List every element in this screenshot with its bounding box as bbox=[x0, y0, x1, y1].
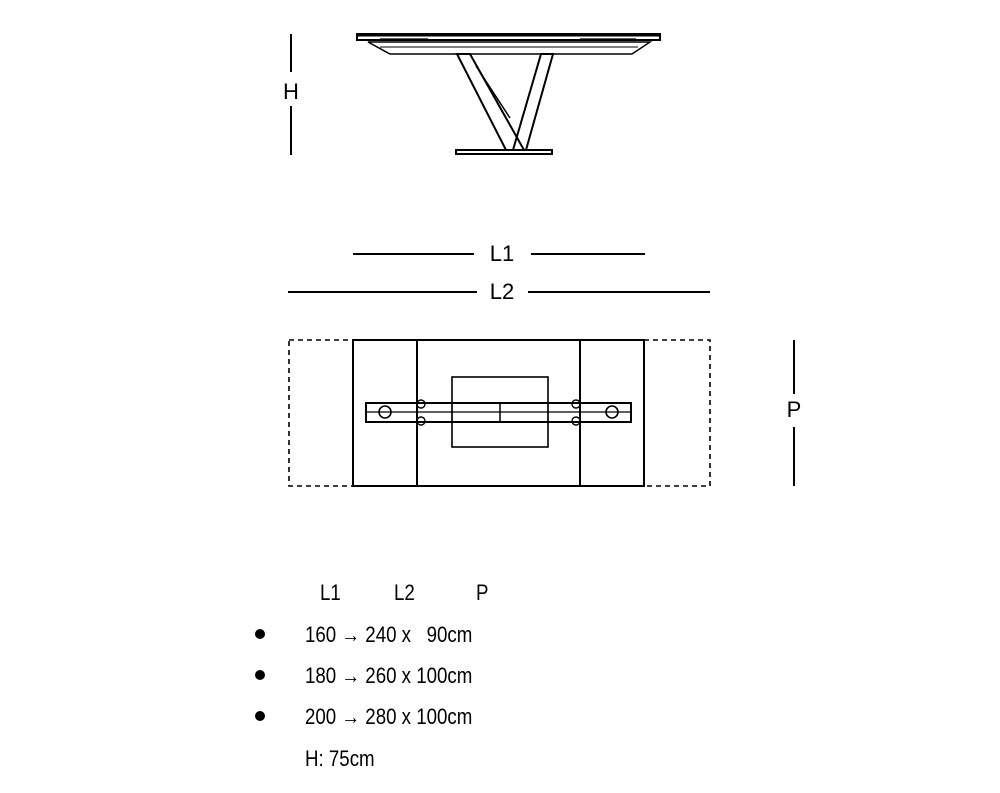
bullet-3 bbox=[255, 711, 265, 721]
bullet-1 bbox=[255, 629, 265, 639]
side-view bbox=[283, 34, 660, 155]
leg-right bbox=[513, 54, 553, 150]
header-l2: L2 bbox=[394, 580, 415, 605]
tabletop-underframe bbox=[368, 42, 650, 54]
spec-row-2: 180 → 260 x 100cm bbox=[305, 663, 473, 688]
tabletop-plan bbox=[353, 340, 644, 486]
spec-row-3: 200 → 280 x 100cm bbox=[305, 704, 473, 729]
spec-row-1: 160 → 240 x 90cm bbox=[305, 622, 473, 647]
height-note: H: 75cm bbox=[305, 746, 375, 771]
base-plate bbox=[456, 150, 552, 154]
bullet-2 bbox=[255, 670, 265, 680]
leg-cross bbox=[476, 66, 510, 118]
l2-label: L2 bbox=[489, 279, 515, 304]
leg-left bbox=[457, 54, 524, 150]
height-label: H bbox=[283, 79, 299, 104]
depth-label: P bbox=[786, 397, 802, 422]
length-dimensions bbox=[288, 241, 710, 304]
l1-label: L1 bbox=[489, 241, 515, 266]
plan-view bbox=[289, 340, 801, 486]
header-l1: L1 bbox=[320, 580, 341, 605]
header-p: P bbox=[476, 580, 489, 605]
extension-left-dashed bbox=[289, 340, 353, 486]
extension-right-dashed bbox=[644, 340, 710, 486]
